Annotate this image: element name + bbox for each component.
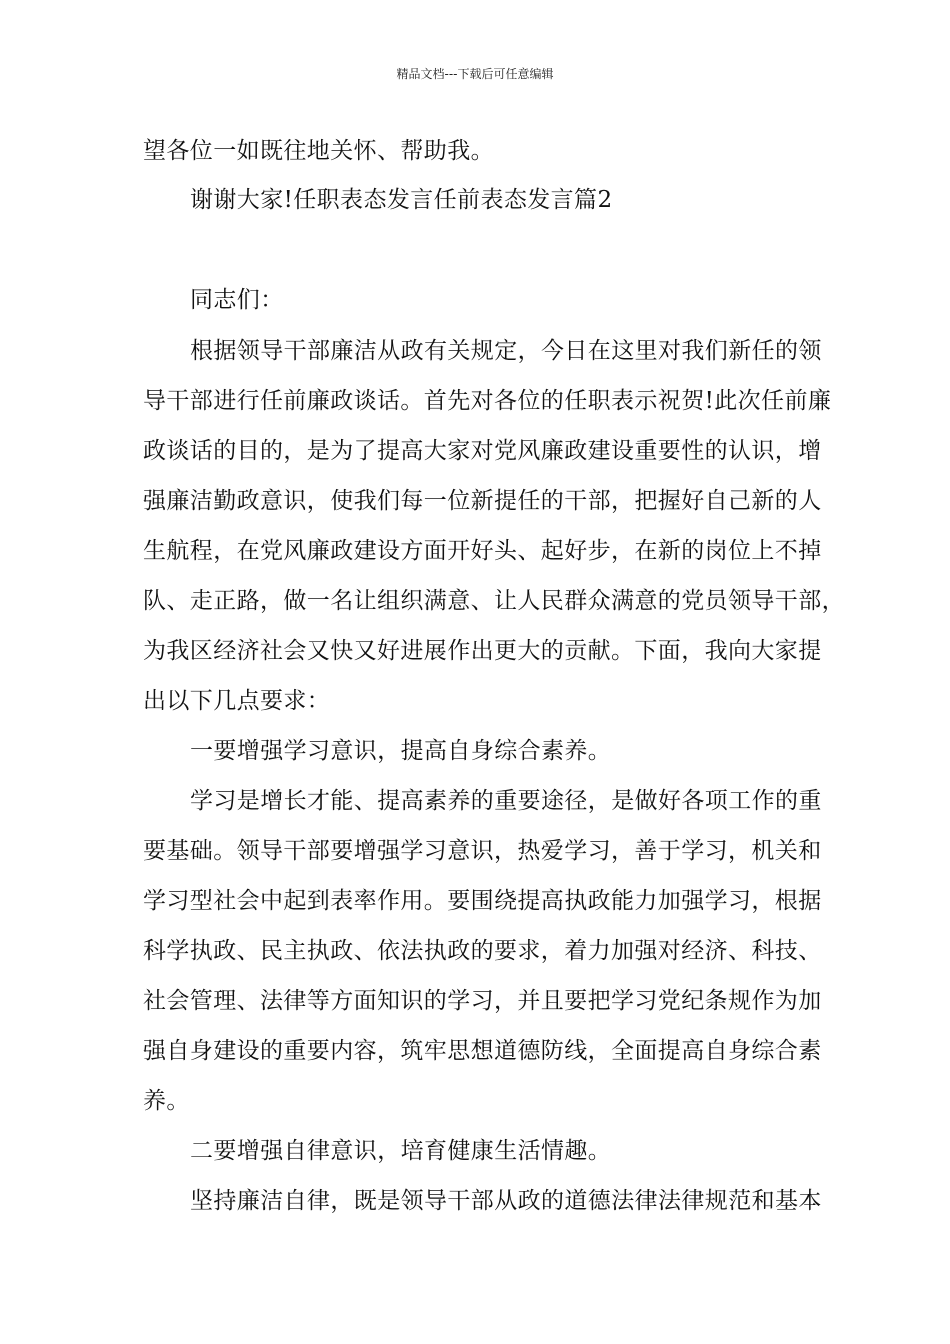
section-heading: 谢谢大家!任职表态发言任前表态发言篇2 bbox=[190, 187, 613, 213]
body-line: 强自身建设的重要内容，筑牢思想道德防线，全面提高自身综合素 bbox=[143, 1038, 822, 1064]
point-heading-2: 二要增强自律意识，培育健康生活情趣。 bbox=[190, 1138, 612, 1164]
body-line: 出以下几点要求： bbox=[143, 688, 331, 714]
body-line: 强廉洁勤政意识，使我们每一位新提任的干部，把握好自己新的人 bbox=[143, 488, 822, 514]
body-line: 望各位一如既往地关怀、帮助我。 bbox=[143, 138, 494, 164]
body-line: 生航程，在党风廉政建设方面开好头、起好步，在新的岗位上不掉 bbox=[143, 538, 822, 564]
body-line: 养。 bbox=[143, 1088, 190, 1114]
page-header: 精品文档---下载后可任意编辑 bbox=[396, 67, 554, 81]
body-line: 坚持廉洁自律，既是领导干部从政的道德法律法律规范和基本 bbox=[190, 1188, 822, 1214]
body-line: 根据领导干部廉洁从政有关规定，今日在这里对我们新任的领 bbox=[190, 338, 822, 364]
body-line: 导干部进行任前廉政谈话。首先对各位的任职表示祝贺!此次任前廉 bbox=[143, 388, 832, 414]
body-line: 学习是增长才能、提高素养的重要途径，是做好各项工作的重 bbox=[190, 788, 822, 814]
point-heading-1: 一要增强学习意识，提高自身综合素养。 bbox=[190, 738, 612, 764]
body-line: 要基础。领导干部要增强学习意识，热爱学习，善于学习，机关和 bbox=[143, 838, 822, 864]
body-line: 为我区经济社会又快又好进展作出更大的贡献。下面，我向大家提 bbox=[143, 638, 822, 664]
salutation: 同志们： bbox=[190, 287, 284, 313]
body-line: 队、走正路，做一名让组织满意、让人民群众满意的党员领导干部， bbox=[143, 588, 845, 614]
body-line: 社会管理、法律等方面知识的学习，并且要把学习党纪条规作为加 bbox=[143, 988, 822, 1014]
body-line: 学习型社会中起到表率作用。要围绕提高执政能力加强学习，根据 bbox=[143, 888, 822, 914]
body-line: 政谈话的目的，是为了提高大家对党风廉政建设重要性的认识，增 bbox=[143, 438, 822, 464]
body-line: 科学执政、民主执政、依法执政的要求，着力加强对经济、科技、 bbox=[143, 938, 822, 964]
